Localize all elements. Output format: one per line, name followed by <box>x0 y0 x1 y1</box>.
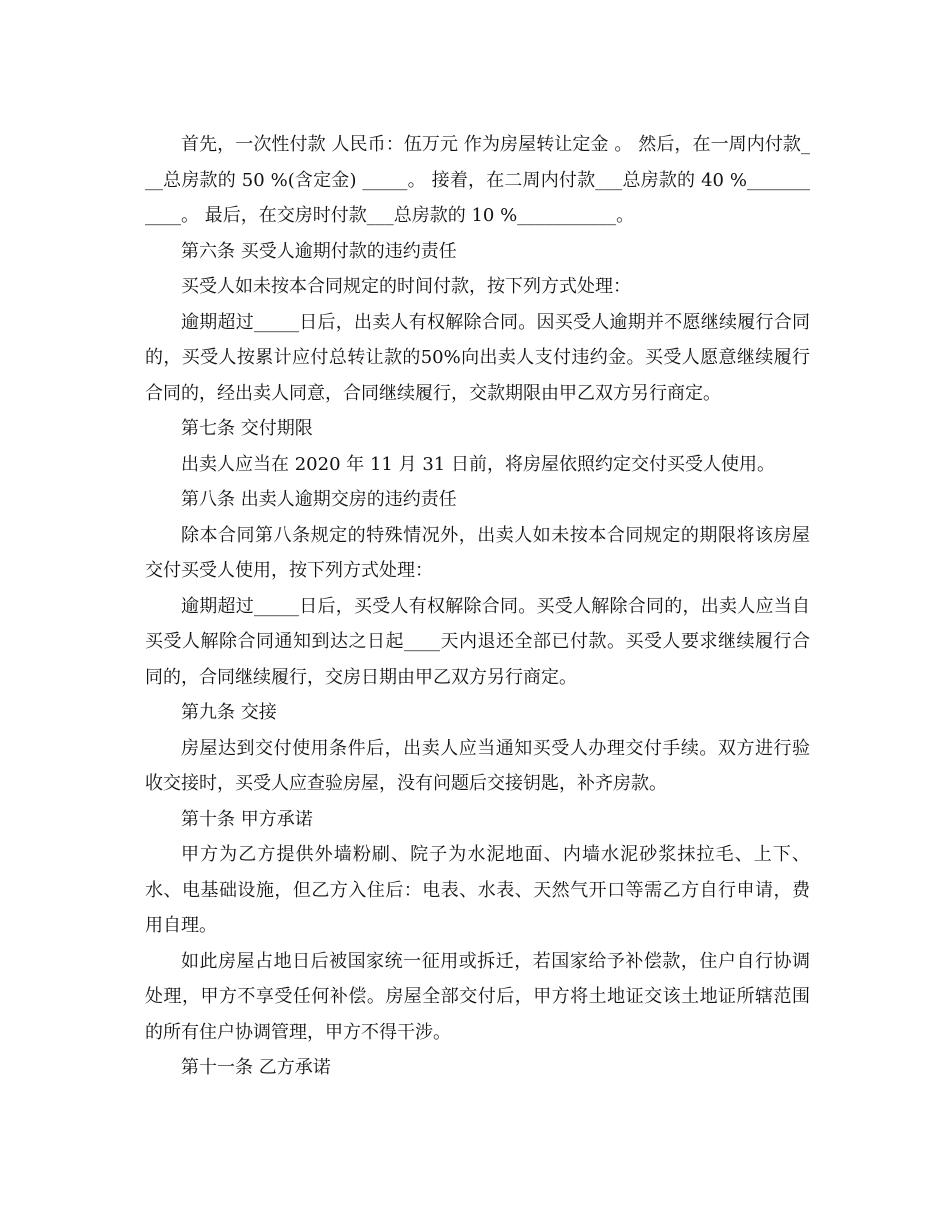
article-8-intro: 除本合同第八条规定的特殊情况外，出卖人如未按本合同规定的期限将该房屋交付买受人使用，按下列方式处理： <box>145 524 810 581</box>
article-7-heading: 第七条 交付期限 <box>181 418 313 439</box>
article-6-intro: 买受人如未按本合同规定的时间付款，按下列方式处理： <box>181 276 631 297</box>
article-10-clause-1: 甲方为乙方提供外墙粉刷、院子为水泥地面、内墙水泥砂浆抹拉毛、上下、水、电基础设施，但乙方入住后：电表、水表、天然气开口等需乙方自行申请，费用自理。 <box>145 844 810 936</box>
document-body <box>145 127 810 1086</box>
article-9-clause: 房屋达到交付使用条件后，出卖人应当通知买受人办理交付手续。双方进行验收交接时，买受人应查验房屋，没有问题后交接钥匙，补齐房款。 <box>145 737 810 794</box>
article-8-clause: 逾期超过_____日后，买受人有权解除合同。买受人解除合同的，出卖人应当自买受人解除合同通知到达之日起____天内退还全部已付款。买受人要求继续履行合同的，合同继续履行，交房日期由甲乙双方另行商定。 <box>145 595 810 688</box>
article-11-heading: 第十一条 乙方承诺 <box>181 1057 331 1078</box>
article-10-heading: 第十条 甲方承诺 <box>181 808 313 830</box>
article-7-clause: 出卖人应当在 2020 年 11 月 31 日前，将房屋依照约定交付买受人使用。 <box>181 453 775 475</box>
article-10-clause-2: 如此房屋占地日后被国家统一征用或拆迁，若国家给予补偿款，住户自行协调处理，甲方不享受任何补偿。房屋全部交付后，甲方将土地证交该土地证所辖范围的所有住户协调管理，甲方不得干涉。 <box>145 950 810 1043</box>
article-6-heading: 第六条 买受人逾期付款的违约责任 <box>181 240 457 262</box>
article-9-heading: 第九条 交接 <box>181 702 277 723</box>
article-6-clause: 逾期超过_____日后，出卖人有权解除合同。因买受人逾期并不愿继续履行合同的，买受人按累计应付总转让款的50%向出卖人支付违约金。买受人愿意继续履行合同的，经出卖人同意，合同继续履行，交款期限由甲乙双方另行商定。 <box>145 311 810 404</box>
article-8-heading: 第八条 出卖人逾期交房的违约责任 <box>181 489 457 510</box>
payment-schedule-paragraph: 首先，一次性付款 人民币：伍万元 作为房屋转让定金 。 然后，在一周内付款___总房款的 50 %(含定金) _____。 接着，在二周内付款___总房款的 40 %___________。 最后，在交房时付款___总房款的 10 %___________。 <box>145 134 810 226</box>
